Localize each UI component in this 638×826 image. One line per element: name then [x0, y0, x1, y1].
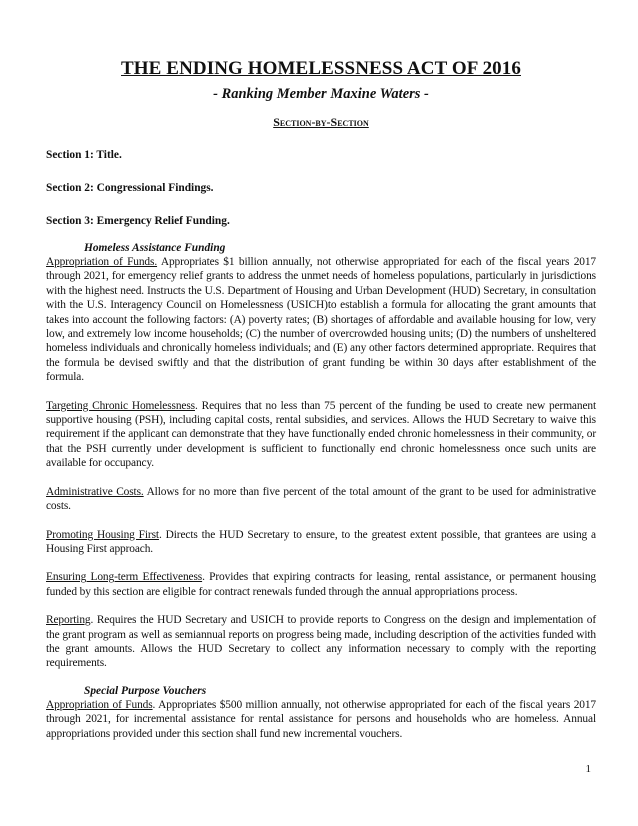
long-term-effectiveness-lead: Ensuring Long-term Effectiveness — [46, 571, 203, 584]
reporting-paragraph — [46, 613, 596, 671]
housing-first-lead: Promoting Housing First — [46, 528, 159, 541]
section-1-heading: Section 1: Title. — [46, 149, 122, 161]
reporting-text: . Requires the HUD Secretary and USICH to provide reports to Congress on the design and implementation of the grant program as well as semiannual reports on progress being made, including description of the activities funded with the grant amounts. Allows the HUD Secretary to collect any information necessary to comply with the reporting requirements. — [46, 614, 596, 670]
voucher-appropriation-text: . Appropriates $500 million annually, not otherwise appropriated for each of the fiscal years 2017 through 2021, for incremental assistance for rental assistance for persons and households who are homeless. Annual appropriations provided under this section shall fund new incremental vouchers. — [46, 698, 596, 740]
housing-first-text: . Directs the HUD Secretary to ensure, to the greatest extent possible, that grantees are using a Housing First approach. — [46, 528, 596, 555]
section-3-heading: Section 3: Emergency Relief Funding. — [46, 215, 230, 227]
document-subtitle: - Ranking Member Maxine Waters - — [213, 86, 429, 102]
section-by-section-heading: Section-by-Section — [273, 115, 369, 129]
appropriation-text: Appropriates $1 billion annually, not otherwise appropriated for each of the fiscal years 2017 through 2021, for emergency relief grants to address the unmet needs of homeless populations, particularly in jurisdictions with the highest need. Instructs the U.S. Department of Housing and Urban Development (HUD) Secretary, in consultation with the U.S. Interagency Council on Homelessness (USICH)to establish a formula for allocating the grant amounts that takes into account the following factors: (A) poverty rates; (B) shortages of affordable and available housing for low, very low, and extremely low income households; (C) the number of overcrowded housing units; (D) the numbers of unsheltered homeless individuals and chronically homeless individuals; and (E) any other factors determined appropriate. Requires that the formula be devised swiftly and that the distribution of grant funding be within 30 days after establishment of the formula. — [46, 256, 596, 384]
administrative-costs-lead: Administrative Costs. — [46, 485, 144, 498]
long-term-effectiveness-text: . Provides that expiring contracts for leasing, rental assistance, or permanent housing funded by this section are eligible for contract renewals funded through the annual appropriations process. — [46, 571, 597, 598]
chronic-homelessness-paragraph — [46, 399, 596, 471]
section-2-heading: Section 2: Congressional Findings. — [46, 182, 214, 194]
administrative-costs-paragraph — [46, 485, 596, 514]
page-number: 1 — [585, 763, 591, 775]
administrative-costs-text: Allows for no more than five percent of the total amount of the grant to be used for administrative costs. — [46, 485, 596, 513]
chronic-homelessness-lead: Targeting Chronic Homelessness — [46, 399, 195, 412]
document-title: THE ENDING HOMELESSNESS ACT OF 2016 — [121, 58, 521, 79]
chronic-homelessness-text: . Requires that no less than 75 percent of the funding be used to create new permanent supportive housing (PSH), including capital costs, rental subsidies, and services. Allows the HUD Secretary to waive this requirement if the applicant can demonstrate that they have functionally ended chronic homelessness in their community, or that the PSH currently under development is sufficient to functionally end chronic homelessness once such units are available for occupancy. — [46, 399, 597, 470]
housing-first-paragraph — [46, 528, 596, 557]
homeless-assistance-heading: Homeless Assistance Funding — [84, 242, 226, 254]
special-purpose-vouchers-heading: Special Purpose Vouchers — [84, 684, 207, 697]
voucher-appropriation-lead: Appropriation of Funds — [46, 698, 153, 711]
appropriation-paragraph — [46, 255, 596, 385]
reporting-lead: Reporting — [46, 614, 91, 627]
long-term-effectiveness-paragraph — [46, 570, 596, 599]
voucher-appropriation-paragraph — [46, 698, 596, 741]
appropriation-lead: Appropriation of Funds. — [46, 256, 158, 268]
